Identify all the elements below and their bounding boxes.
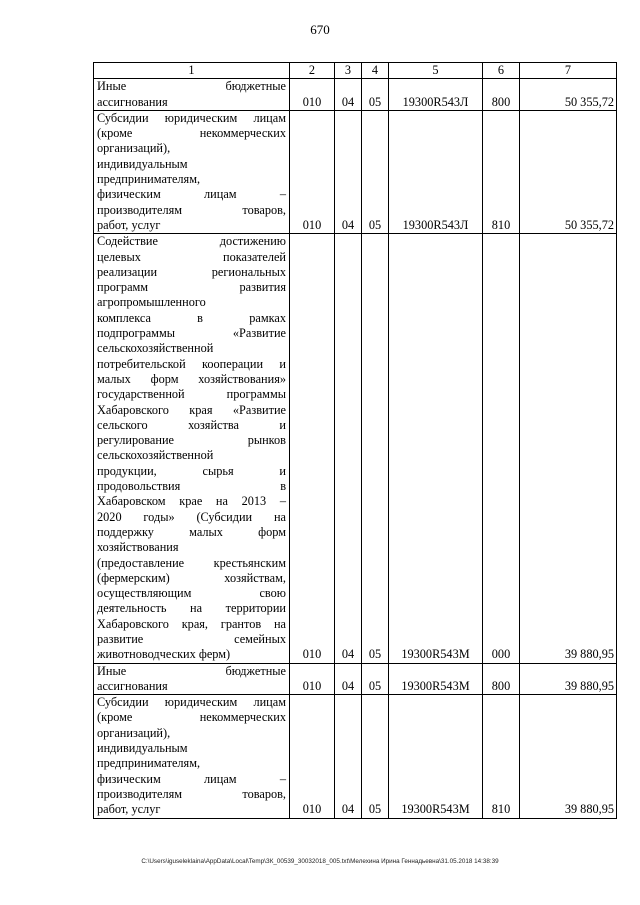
ministry-code-cell: 010 (290, 110, 335, 233)
description-line: хозяйствования (97, 540, 179, 555)
description-line: деятельность на территории (97, 601, 286, 616)
description-line: подпрограммы «Развитие (97, 326, 286, 341)
description-line: (кроме некоммерческих (97, 126, 286, 141)
target-article-cell: 19300R543Л (389, 79, 483, 111)
table-row (94, 234, 617, 663)
expense-type-cell: 810 (483, 695, 520, 818)
description-line: малых форм хозяйствования» (97, 371, 286, 386)
amount-cell: 39 880,95 (520, 695, 617, 818)
table-header-row (94, 63, 617, 79)
description-line: Субсидии юридическим лицам (97, 110, 286, 125)
amount-cell: 39 880,95 (520, 663, 617, 695)
description-line: организаций), (97, 725, 171, 740)
description-line: физическим лицам – (97, 187, 286, 202)
row-description (94, 79, 290, 111)
section-code-cell: 04 (335, 79, 362, 111)
description-line: сельского хозяйства и (97, 417, 286, 432)
header-cell: 7 (520, 63, 617, 79)
page-number: 670 (310, 22, 330, 37)
description-line: Иные бюджетные (97, 663, 286, 678)
amount-cell: 50 355,72 (520, 79, 617, 111)
target-article-cell: 19300R543Л (389, 110, 483, 233)
description-line: индивидуальным (97, 156, 188, 171)
header-cell: 3 (335, 63, 362, 79)
description-line: поддержку малых форм (97, 524, 286, 539)
description-line: производителям товаров, (97, 786, 286, 801)
description-line: работ, услуг (97, 217, 161, 232)
table-row (94, 695, 617, 818)
ministry-code-cell: 010 (290, 79, 335, 111)
section-code-cell: 04 (335, 695, 362, 818)
budget-table (93, 62, 617, 819)
amount-cell: 50 355,72 (520, 110, 617, 233)
table-row (94, 79, 617, 111)
description-line: Иные бюджетные (97, 79, 286, 94)
description-line: продовольствия в (97, 479, 286, 494)
row-description (94, 695, 290, 818)
expense-type-cell: 800 (483, 79, 520, 111)
expense-type-cell: 800 (483, 663, 520, 695)
description-line: Содействие достижению (97, 234, 286, 249)
subsection-code-cell: 05 (362, 663, 389, 695)
target-article-cell: 19300R543М (389, 663, 483, 695)
ministry-code-cell: 010 (290, 663, 335, 695)
description-line: работ, услуг (97, 802, 161, 817)
header-cell: 5 (389, 63, 483, 79)
header-cell: 6 (483, 63, 520, 79)
description-line: Хабаровском крае на 2013 – (97, 494, 286, 509)
subsection-code-cell: 05 (362, 79, 389, 111)
description-line: сельскохозяйственной (97, 448, 214, 463)
target-article-cell: 19300R543М (389, 695, 483, 818)
description-line: животноводческих ферм) (97, 647, 231, 662)
description-line: комплекса в рамках (97, 310, 286, 325)
header-cell: 2 (290, 63, 335, 79)
description-line: производителям товаров, (97, 202, 286, 217)
expense-type-cell: 000 (483, 234, 520, 663)
row-description (94, 663, 290, 695)
description-line: Хабаровского края, грантов на (97, 616, 286, 631)
description-line: предпринимателям, (97, 756, 201, 771)
description-line: продукции, сырья и (97, 463, 286, 478)
description-line: целевых показателей (97, 249, 286, 264)
table-row (94, 110, 617, 233)
description-line: потребительской кооперации и (97, 356, 286, 371)
description-line: реализации региональных (97, 264, 286, 279)
description-line: агропромышленного (97, 295, 206, 310)
ministry-code-cell: 010 (290, 234, 335, 663)
section-code-cell: 04 (335, 234, 362, 663)
description-line: ассигнования (97, 678, 168, 693)
description-line: Хабаровского края «Развитие (97, 402, 286, 417)
section-code-cell: 04 (335, 110, 362, 233)
description-line: регулирование рынков (97, 433, 286, 448)
description-line: государственной программы (97, 387, 286, 402)
row-description (94, 234, 290, 663)
description-line: развитие семейных (97, 631, 286, 646)
file-path-footer: C:\Users\iguseleklaina\AppData\Local\Temp\ЗК_00539_30032018_005.txt\Мелехина Ирина Геннадьевна\31.05.2018 14:38:39 (141, 858, 499, 865)
subsection-code-cell: 05 (362, 110, 389, 233)
ministry-code-cell: 010 (290, 695, 335, 818)
description-line: ассигнования (97, 94, 168, 109)
row-description (94, 110, 290, 233)
description-line: физическим лицам – (97, 771, 286, 786)
description-line: предпринимателям, (97, 172, 201, 187)
amount-cell: 39 880,95 (520, 234, 617, 663)
expense-type-cell: 810 (483, 110, 520, 233)
description-line: (предоставление крестьянским (97, 555, 286, 570)
subsection-code-cell: 05 (362, 234, 389, 663)
description-line: организаций), (97, 141, 171, 156)
description-line: (кроме некоммерческих (97, 710, 286, 725)
target-article-cell: 19300R543М (389, 234, 483, 663)
description-line: сельскохозяйственной (97, 341, 214, 356)
description-line: (фермерским) хозяйствам, (97, 570, 286, 585)
section-code-cell: 04 (335, 663, 362, 695)
description-line: Субсидии юридическим лицам (97, 695, 286, 710)
description-line: программ развития (97, 280, 286, 295)
table-row (94, 663, 617, 695)
header-cell: 4 (362, 63, 389, 79)
header-cell: 1 (94, 63, 290, 79)
description-line: индивидуальным (97, 741, 188, 756)
subsection-code-cell: 05 (362, 695, 389, 818)
description-line: 2020 годы» (Субсидии на (97, 509, 286, 524)
description-line: осуществляющим свою (97, 586, 286, 601)
